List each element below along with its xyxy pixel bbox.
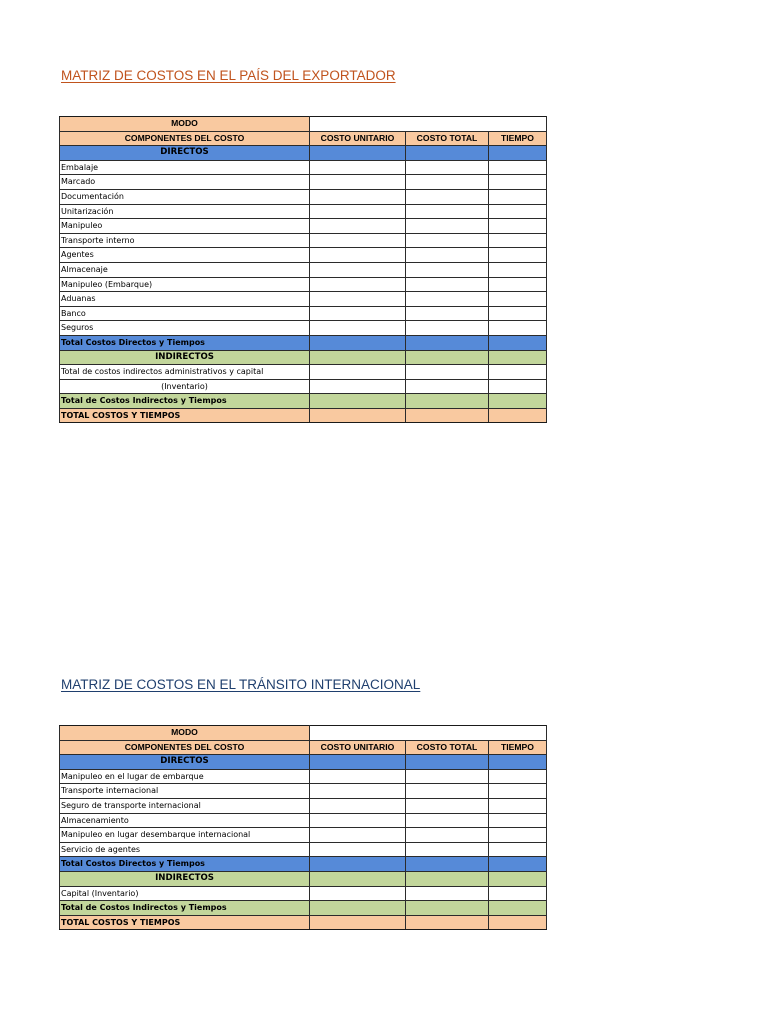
tiempo-cell xyxy=(489,175,547,190)
indirecto-row xyxy=(60,365,547,380)
directo-row xyxy=(60,175,547,190)
costo-unitario-cell xyxy=(310,321,406,336)
indirectos-label: INDIRECTOS xyxy=(60,871,310,886)
directo-row xyxy=(60,277,547,292)
costo-unitario-cell xyxy=(310,394,406,409)
tiempo-cell xyxy=(489,871,547,886)
tiempo-cell xyxy=(489,408,547,423)
costo-unitario-cell xyxy=(310,798,406,813)
tiempo-cell xyxy=(489,784,547,799)
costo-unitario-cell xyxy=(310,379,406,394)
costo-unitario-cell xyxy=(310,189,406,204)
costo-total-cell xyxy=(406,755,489,770)
costo-unitario-cell xyxy=(310,306,406,321)
costo-total-cell xyxy=(406,857,489,872)
costo-total-cell xyxy=(406,784,489,799)
costo-total-cell xyxy=(406,146,489,161)
directo-item-label: Manipuleo en lugar desembarque internacional xyxy=(60,828,310,843)
modo-label: MODO xyxy=(60,117,310,132)
total-general-label: TOTAL COSTOS Y TIEMPOS xyxy=(60,915,310,930)
costo-unitario-cell xyxy=(310,828,406,843)
directo-item-label: Seguro de transporte internacional xyxy=(60,798,310,813)
directos-header-row xyxy=(60,755,547,770)
tiempo-cell xyxy=(489,321,547,336)
costo-total-cell xyxy=(406,277,489,292)
costo-unitario-cell xyxy=(310,784,406,799)
tiempo-cell xyxy=(489,365,547,380)
tiempo-header: TIEMPO xyxy=(489,740,547,755)
directo-row xyxy=(60,842,547,857)
modo-label: MODO xyxy=(60,726,310,741)
total-general-label: TOTAL COSTOS Y TIEMPOS xyxy=(60,408,310,423)
costo-unitario-cell xyxy=(310,146,406,161)
directo-item-label: Servicio de agentes xyxy=(60,842,310,857)
costo-total-cell xyxy=(406,204,489,219)
tiempo-cell xyxy=(489,901,547,916)
directo-row xyxy=(60,784,547,799)
directo-row xyxy=(60,292,547,307)
directo-row xyxy=(60,321,547,336)
directo-item-label: Aduanas xyxy=(60,292,310,307)
tiempo-cell xyxy=(489,769,547,784)
costo-total-cell xyxy=(406,915,489,930)
costo-total-cell xyxy=(406,219,489,234)
directo-item-label: Embalaje xyxy=(60,160,310,175)
directo-row xyxy=(60,798,547,813)
directo-row xyxy=(60,248,547,263)
costo-total-cell xyxy=(406,262,489,277)
directo-item-label: Manipuleo en el lugar de embarque xyxy=(60,769,310,784)
tiempo-cell xyxy=(489,379,547,394)
costo-total-cell xyxy=(406,321,489,336)
modo-value-cell xyxy=(310,117,547,132)
tiempo-cell xyxy=(489,915,547,930)
costo-unitario-cell xyxy=(310,408,406,423)
costo-total-cell xyxy=(406,769,489,784)
costo-unitario-cell xyxy=(310,335,406,350)
costo-unitario-cell xyxy=(310,248,406,263)
total-directos-label: Total Costos Directos y Tiempos xyxy=(60,857,310,872)
costo-total-cell xyxy=(406,871,489,886)
costo-total-cell xyxy=(406,379,489,394)
directo-item-label: Banco xyxy=(60,306,310,321)
directo-item-label: Marcado xyxy=(60,175,310,190)
directo-row xyxy=(60,262,547,277)
costo-unitario-cell xyxy=(310,262,406,277)
costo-unitario-cell xyxy=(310,755,406,770)
header-row xyxy=(60,740,547,755)
directo-row xyxy=(60,160,547,175)
indirecto-row xyxy=(60,379,547,394)
directo-row xyxy=(60,233,547,248)
costo-unitario-cell xyxy=(310,915,406,930)
directo-item-label: Transporte interno xyxy=(60,233,310,248)
costo-unitario-header: COSTO UNITARIO xyxy=(310,740,406,755)
matrix-title-exportador: MATRIZ DE COSTOS EN EL PAÍS DEL EXPORTADOR xyxy=(61,68,396,83)
indirectos-header-row xyxy=(60,350,547,365)
directo-item-label: Unitarización xyxy=(60,204,310,219)
costo-unitario-cell xyxy=(310,175,406,190)
tiempo-cell xyxy=(489,233,547,248)
costo-unitario-cell xyxy=(310,901,406,916)
costo-total-cell xyxy=(406,306,489,321)
costo-total-cell xyxy=(406,394,489,409)
costo-unitario-cell xyxy=(310,350,406,365)
directo-item-label: Documentación xyxy=(60,189,310,204)
costo-unitario-cell xyxy=(310,886,406,901)
header-row xyxy=(60,131,547,146)
tiempo-cell xyxy=(489,306,547,321)
directo-row xyxy=(60,204,547,219)
tiempo-cell xyxy=(489,277,547,292)
tiempo-cell xyxy=(489,350,547,365)
directo-row xyxy=(60,769,547,784)
costo-total-cell xyxy=(406,813,489,828)
costo-total-header: COSTO TOTAL xyxy=(406,131,489,146)
directo-item-label: Almacenaje xyxy=(60,262,310,277)
tiempo-cell xyxy=(489,857,547,872)
indirectos-label: INDIRECTOS xyxy=(60,350,310,365)
tiempo-cell xyxy=(489,292,547,307)
directo-item-label: Agentes xyxy=(60,248,310,263)
tiempo-cell xyxy=(489,798,547,813)
costo-total-cell xyxy=(406,233,489,248)
tiempo-header: TIEMPO xyxy=(489,131,547,146)
total-indirectos-row xyxy=(60,394,547,409)
directo-row xyxy=(60,828,547,843)
costo-unitario-cell xyxy=(310,871,406,886)
directo-item-label: Manipuleo (Embarque) xyxy=(60,277,310,292)
costo-total-cell xyxy=(406,292,489,307)
indirecto-item-label: Capital (Inventario) xyxy=(60,886,310,901)
modo-row xyxy=(60,726,547,741)
costo-total-cell xyxy=(406,189,489,204)
tiempo-cell xyxy=(489,842,547,857)
total-indirectos-label: Total de Costos Indirectos y Tiempos xyxy=(60,394,310,409)
indirecto-item-label: (Inventario) xyxy=(60,379,310,394)
cost-matrix-transito xyxy=(59,725,547,930)
total-directos-row xyxy=(60,335,547,350)
total-indirectos-label: Total de Costos Indirectos y Tiempos xyxy=(60,901,310,916)
costo-unitario-cell xyxy=(310,842,406,857)
costo-total-cell xyxy=(406,175,489,190)
costo-total-cell xyxy=(406,365,489,380)
tiempo-cell xyxy=(489,219,547,234)
total-general-row xyxy=(60,915,547,930)
costo-unitario-cell xyxy=(310,277,406,292)
costo-unitario-cell xyxy=(310,160,406,175)
directo-item-label: Almacenamiento xyxy=(60,813,310,828)
modo-row xyxy=(60,117,547,132)
modo-value-cell xyxy=(310,726,547,741)
total-directos-row xyxy=(60,857,547,872)
costo-unitario-cell xyxy=(310,813,406,828)
indirecto-row xyxy=(60,886,547,901)
componentes-header: COMPONENTES DEL COSTO xyxy=(60,740,310,755)
directo-row xyxy=(60,189,547,204)
directo-item-label: Transporte internacional xyxy=(60,784,310,799)
directo-row xyxy=(60,813,547,828)
costo-total-cell xyxy=(406,248,489,263)
costo-total-cell xyxy=(406,798,489,813)
costo-unitario-cell xyxy=(310,204,406,219)
tiempo-cell xyxy=(489,146,547,161)
tiempo-cell xyxy=(489,394,547,409)
tiempo-cell xyxy=(489,160,547,175)
costo-unitario-cell xyxy=(310,292,406,307)
indirectos-header-row xyxy=(60,871,547,886)
componentes-header: COMPONENTES DEL COSTO xyxy=(60,131,310,146)
tiempo-cell xyxy=(489,248,547,263)
costo-unitario-cell xyxy=(310,219,406,234)
costo-total-cell xyxy=(406,901,489,916)
directo-item-label: Manipuleo xyxy=(60,219,310,234)
costo-total-header: COSTO TOTAL xyxy=(406,740,489,755)
tiempo-cell xyxy=(489,189,547,204)
costo-unitario-cell xyxy=(310,857,406,872)
costo-unitario-header: COSTO UNITARIO xyxy=(310,131,406,146)
costo-total-cell xyxy=(406,335,489,350)
tiempo-cell xyxy=(489,828,547,843)
costo-total-cell xyxy=(406,828,489,843)
directos-label: DIRECTOS xyxy=(60,755,310,770)
tiempo-cell xyxy=(489,886,547,901)
directo-row xyxy=(60,219,547,234)
costo-total-cell xyxy=(406,886,489,901)
costo-total-cell xyxy=(406,350,489,365)
directos-header-row xyxy=(60,146,547,161)
total-directos-label: Total Costos Directos y Tiempos xyxy=(60,335,310,350)
tiempo-cell xyxy=(489,335,547,350)
tiempo-cell xyxy=(489,755,547,770)
costo-total-cell xyxy=(406,842,489,857)
costo-unitario-cell xyxy=(310,769,406,784)
costo-total-cell xyxy=(406,160,489,175)
total-general-row xyxy=(60,408,547,423)
directo-row xyxy=(60,306,547,321)
directos-label: DIRECTOS xyxy=(60,146,310,161)
costo-unitario-cell xyxy=(310,233,406,248)
cost-matrix-exportador xyxy=(59,116,547,423)
tiempo-cell xyxy=(489,204,547,219)
tiempo-cell xyxy=(489,813,547,828)
matrix-title-transito: MATRIZ DE COSTOS EN EL TRÁNSITO INTERNACIONAL xyxy=(61,677,421,692)
indirecto-item-label: Total de costos indirectos administrativos y capital xyxy=(60,365,310,380)
costo-total-cell xyxy=(406,408,489,423)
costo-unitario-cell xyxy=(310,365,406,380)
tiempo-cell xyxy=(489,262,547,277)
total-indirectos-row xyxy=(60,901,547,916)
directo-item-label: Seguros xyxy=(60,321,310,336)
